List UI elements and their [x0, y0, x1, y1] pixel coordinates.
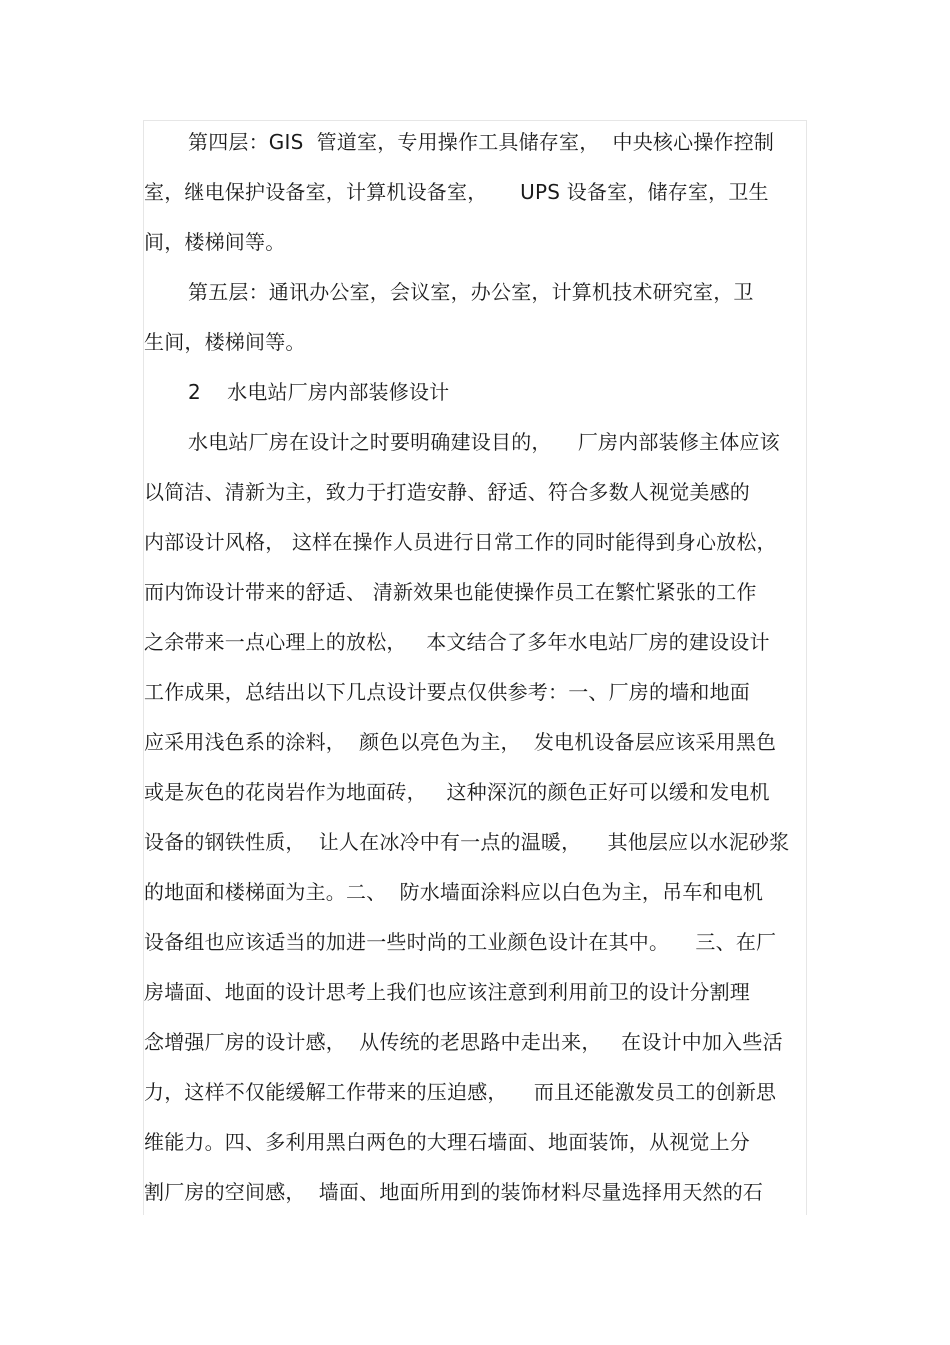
- line-13: 应采用浅色系的涂料， 颜色以亮色为主， 发电机设备层应该采用黑色: [144, 730, 777, 754]
- line-18: 房墙面、地面的设计思考上我们也应该注意到利用前卫的设计分割理: [144, 980, 750, 1004]
- line-1: 第四层：GIS 管道室，专用操作工具储存室， 中央核心操作控制: [188, 130, 775, 154]
- line-2: 室，继电保护设备室，计算机设备室， UPS 设备室，储存室，卫生: [144, 180, 769, 204]
- line-4: 第五层：通讯办公室，会议室，办公室，计算机技术研究室，卫: [188, 280, 754, 304]
- line-14: 或是灰色的花岗岩作为地面砖， 这种深沉的颜色正好可以缓和发电机: [144, 780, 770, 804]
- line-21: 维能力。四、多利用黑白两色的大理石墙面、地面装饰，从视觉上分: [144, 1130, 750, 1154]
- line-17: 设备组也应该适当的加进一些时尚的工业颜色设计在其中。 三、在厂: [144, 930, 777, 954]
- line-3: 间，楼梯间等。: [144, 230, 286, 254]
- line-22: 割厂房的空间感， 墙面、地面所用到的装饰材料尽量选择用天然的石: [144, 1180, 764, 1204]
- line-15: 设备的钢铁性质， 让人在冰冷中有一点的温暖， 其他层应以水泥砂浆: [144, 830, 790, 854]
- line-8: 以简洁、清新为主，致力于打造安静、舒适、符合多数人视觉美感的: [144, 480, 750, 504]
- line-5: 生间，楼梯间等。: [144, 330, 306, 354]
- line-7: 水电站厂房在设计之时要明确建设目的， 厂房内部装修主体应该: [188, 430, 780, 454]
- line-9: 内部设计风格， 这样在操作人员进行日常工作的同时能得到身心放松，: [144, 530, 777, 554]
- section-heading: 2 水电站厂房内部装修设计: [188, 380, 450, 404]
- document-body: [144, 117, 806, 1217]
- line-10: 而内饰设计带来的舒适、 清新效果也能使操作员工在繁忙紧张的工作: [144, 580, 757, 604]
- line-20: 力，这样不仅能缓解工作带来的压迫感， 而且还能激发员工的创新思: [144, 1080, 777, 1104]
- line-16: 的地面和楼梯面为主。二、 防水墙面涂料应以白色为主，吊车和电机: [144, 880, 764, 904]
- line-19: 念增强厂房的设计感， 从传统的老思路中走出来， 在设计中加入些活: [144, 1030, 783, 1054]
- line-12: 工作成果，总结出以下几点设计要点仅供参考：一、厂房的墙和地面: [144, 680, 750, 704]
- line-11: 之余带来一点心理上的放松， 本文结合了多年水电站厂房的建设设计: [144, 630, 770, 654]
